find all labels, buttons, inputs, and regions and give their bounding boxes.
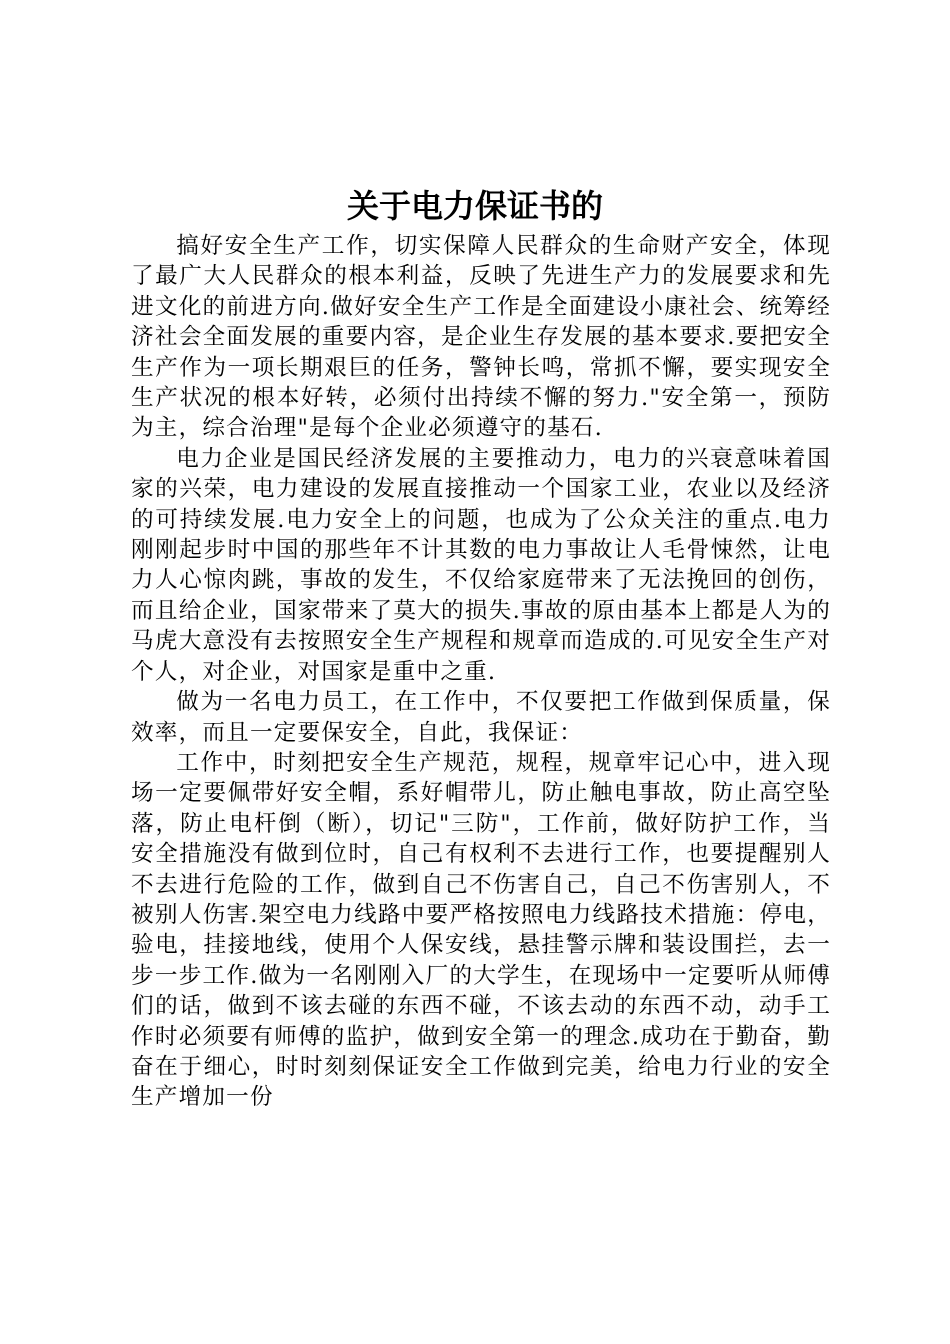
paragraph-3: 做为一名电力员工，在工作中，不仅要把工作做到保质量，保效率，而且一定要保安全，自此，我保证： bbox=[131, 689, 831, 746]
paragraph-1: 搞好安全生产工作，切实保障人民群众的生命财产安全，体现了最广大人民群众的根本利益，反映了先进生产力的发展要求和先进文化的前进方向.做好安全生产工作是全面建设小康社会、统筹经济社会全面发展的重要内容，是企业生存发展的基本要求.要把安全生产作为一项长期艰巨的任务，警钟长鸣，常抓不懈，要实现安全生产状况的根本好转，必须付出持续不懈的努力."安全第一，预防为主，综合治理"是每个企业必须遵守的基石. bbox=[131, 233, 831, 442]
document-body bbox=[131, 231, 831, 1113]
paragraph-2: 电力企业是国民经济发展的主要推动力，电力的兴衰意味着国家的兴荣，电力建设的发展直接推动一个国家工业，农业以及经济的可持续发展.电力安全上的问题，也成为了公众关注的重点.电力刚刚起步时中国的那些年不计其数的电力事故让人毛骨悚然，让电力人心惊肉跳，事故的发生，不仅给家庭带来了无法挽回的创伤，而且给企业，国家带来了莫大的损失.事故的原由基本上都是人为的马虎大意没有去按照安全生产规程和规章而造成的.可见安全生产对个人，对企业，对国家是重中之重. bbox=[131, 445, 831, 685]
document-title: 关于电力保证书的 bbox=[346, 187, 603, 225]
paragraph-4: 工作中，时刻把安全生产规范，规程，规章牢记心中，进入现场一定要佩带好安全帽，系好帽带儿，防止触电事故，防止高空坠落，防止电杆倒（断），切记"三防"，工作前，做好防护工作，当安全措施没有做到位时，自己有权利不去进行工作，也要提醒别人不去进行危险的工作，做到自己不伤害自己，自己不伤害别人，不被别人伤害.架空电力线路中要严格按照电力线路技术措施：停电，验电，挂接地线，使用个人保安线，悬挂警示牌和装设围拦，去一步一步工作.做为一名刚刚入厂的大学生，在现场中一定要听从师傅们的话，做到不该去碰的东西不碰，不该去动的东西不动，动手工作时必须要有师傅的监护，做到安全第一的理念.成功在于勤奋，勤奋在于细心，时时刻刻保证安全工作做到完美，给电力行业的安全生产增加一份 bbox=[131, 749, 831, 1111]
